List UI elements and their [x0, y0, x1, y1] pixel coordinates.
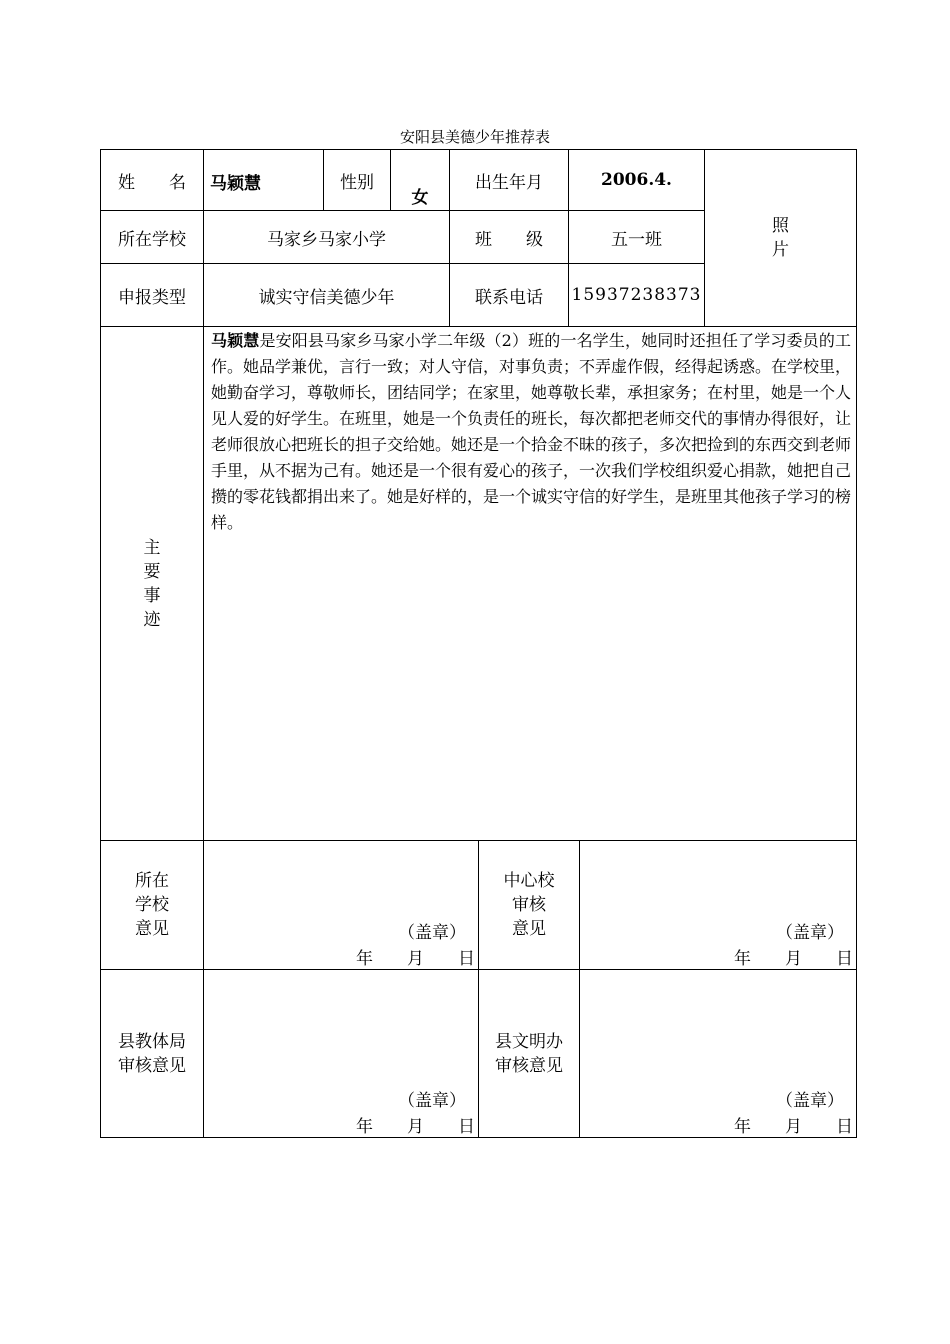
form-title: 安阳县美德少年推荐表 — [399, 128, 550, 146]
county-civ-opinion-label — [479, 970, 579, 1137]
gender-value: 女 — [411, 188, 429, 208]
name-label: 姓 名 — [118, 172, 186, 193]
deeds-label-3: 事 — [143, 585, 161, 606]
county-edu-opinion-label-2: 审核意见 — [118, 1055, 186, 1076]
county-edu-date: 年 月 日 — [356, 1117, 475, 1137]
gender-label: 性别 — [340, 172, 374, 193]
deeds-body: 是安阳县马家乡马家小学二年级（2）班的一名学生，她同时还担任了学习委员的工作。她品学兼优，言行一致；对人守信，对事负责；不弄虚作假，经得起诱惑。在学校里，她勤奋学习，尊敬师长，团结同学；在家里，她尊敬长辈，承担家务；在村里，她是一个人见人爱的好学生。在班里，她是一个负责任的班长，每次都把老师交代的事情办得很好，让老师很放心把班长的担子交给她。她还是一个拾金不昧的孩子，多次把捡到的东西交到老师手里，从不据为己有。她还是一个很有爱心的孩子，一次我们学校组织爱心捐款，她把自己攒的零花钱都捐出来了。她是好样的，是一个诚实守信的好学生，是班里其他孩子学习的榜样。 — [211, 331, 852, 532]
center-opinion-label-1: 中心校 — [503, 871, 555, 891]
deeds-label-4: 迹 — [143, 609, 161, 630]
class-value: 五一班 — [611, 229, 662, 250]
school-value: 马家乡马家小学 — [267, 229, 386, 250]
school-opinion-label-3: 意见 — [135, 919, 169, 939]
phone-value: 15937238373 — [571, 285, 702, 305]
school-opinion-label-2: 学校 — [135, 895, 169, 915]
type-label: 申报类型 — [118, 287, 186, 308]
school-opinion-label-1: 所在 — [135, 871, 169, 891]
county-edu-stamp: （盖章） — [398, 1091, 466, 1111]
county-edu-opinion-label — [101, 970, 203, 1137]
deeds-label-1: 主 — [143, 537, 161, 558]
birth-label: 出生年月 — [475, 172, 543, 193]
deeds-lead-name: 马颖慧 — [211, 331, 260, 350]
name-value: 马颖慧 — [210, 174, 261, 194]
photo-placeholder — [705, 150, 856, 326]
type-value: 诚实守信美德少年 — [258, 287, 395, 308]
school-label: 所在学校 — [118, 229, 186, 250]
county-edu-opinion-label-1: 县教体局 — [118, 1031, 186, 1052]
deeds-label-2: 要 — [143, 561, 161, 582]
county-civ-opinion-label-2: 审核意见 — [495, 1055, 563, 1076]
county-civ-date: 年 月 日 — [734, 1117, 853, 1137]
center-date: 年 月 日 — [734, 949, 853, 969]
center-opinion-label-3: 意见 — [512, 919, 546, 939]
photo-label-2: 片 — [772, 240, 789, 260]
birth-value: 2006.4. — [601, 170, 672, 190]
school-opinion-label — [101, 841, 203, 969]
school-stamp: （盖章） — [398, 923, 466, 943]
center-opinion-label-2: 审核 — [512, 895, 546, 915]
county-civ-opinion-label-1: 县文明办 — [495, 1031, 563, 1052]
school-date: 年 月 日 — [356, 949, 475, 969]
photo-label-1: 照 — [772, 216, 789, 236]
deeds-text — [211, 328, 851, 536]
class-label: 班 级 — [475, 229, 543, 250]
center-stamp: （盖章） — [776, 923, 844, 943]
county-civ-stamp: （盖章） — [776, 1091, 844, 1111]
deeds-label — [101, 327, 203, 840]
phone-label: 联系电话 — [475, 287, 543, 308]
center-opinion-label — [479, 841, 579, 969]
